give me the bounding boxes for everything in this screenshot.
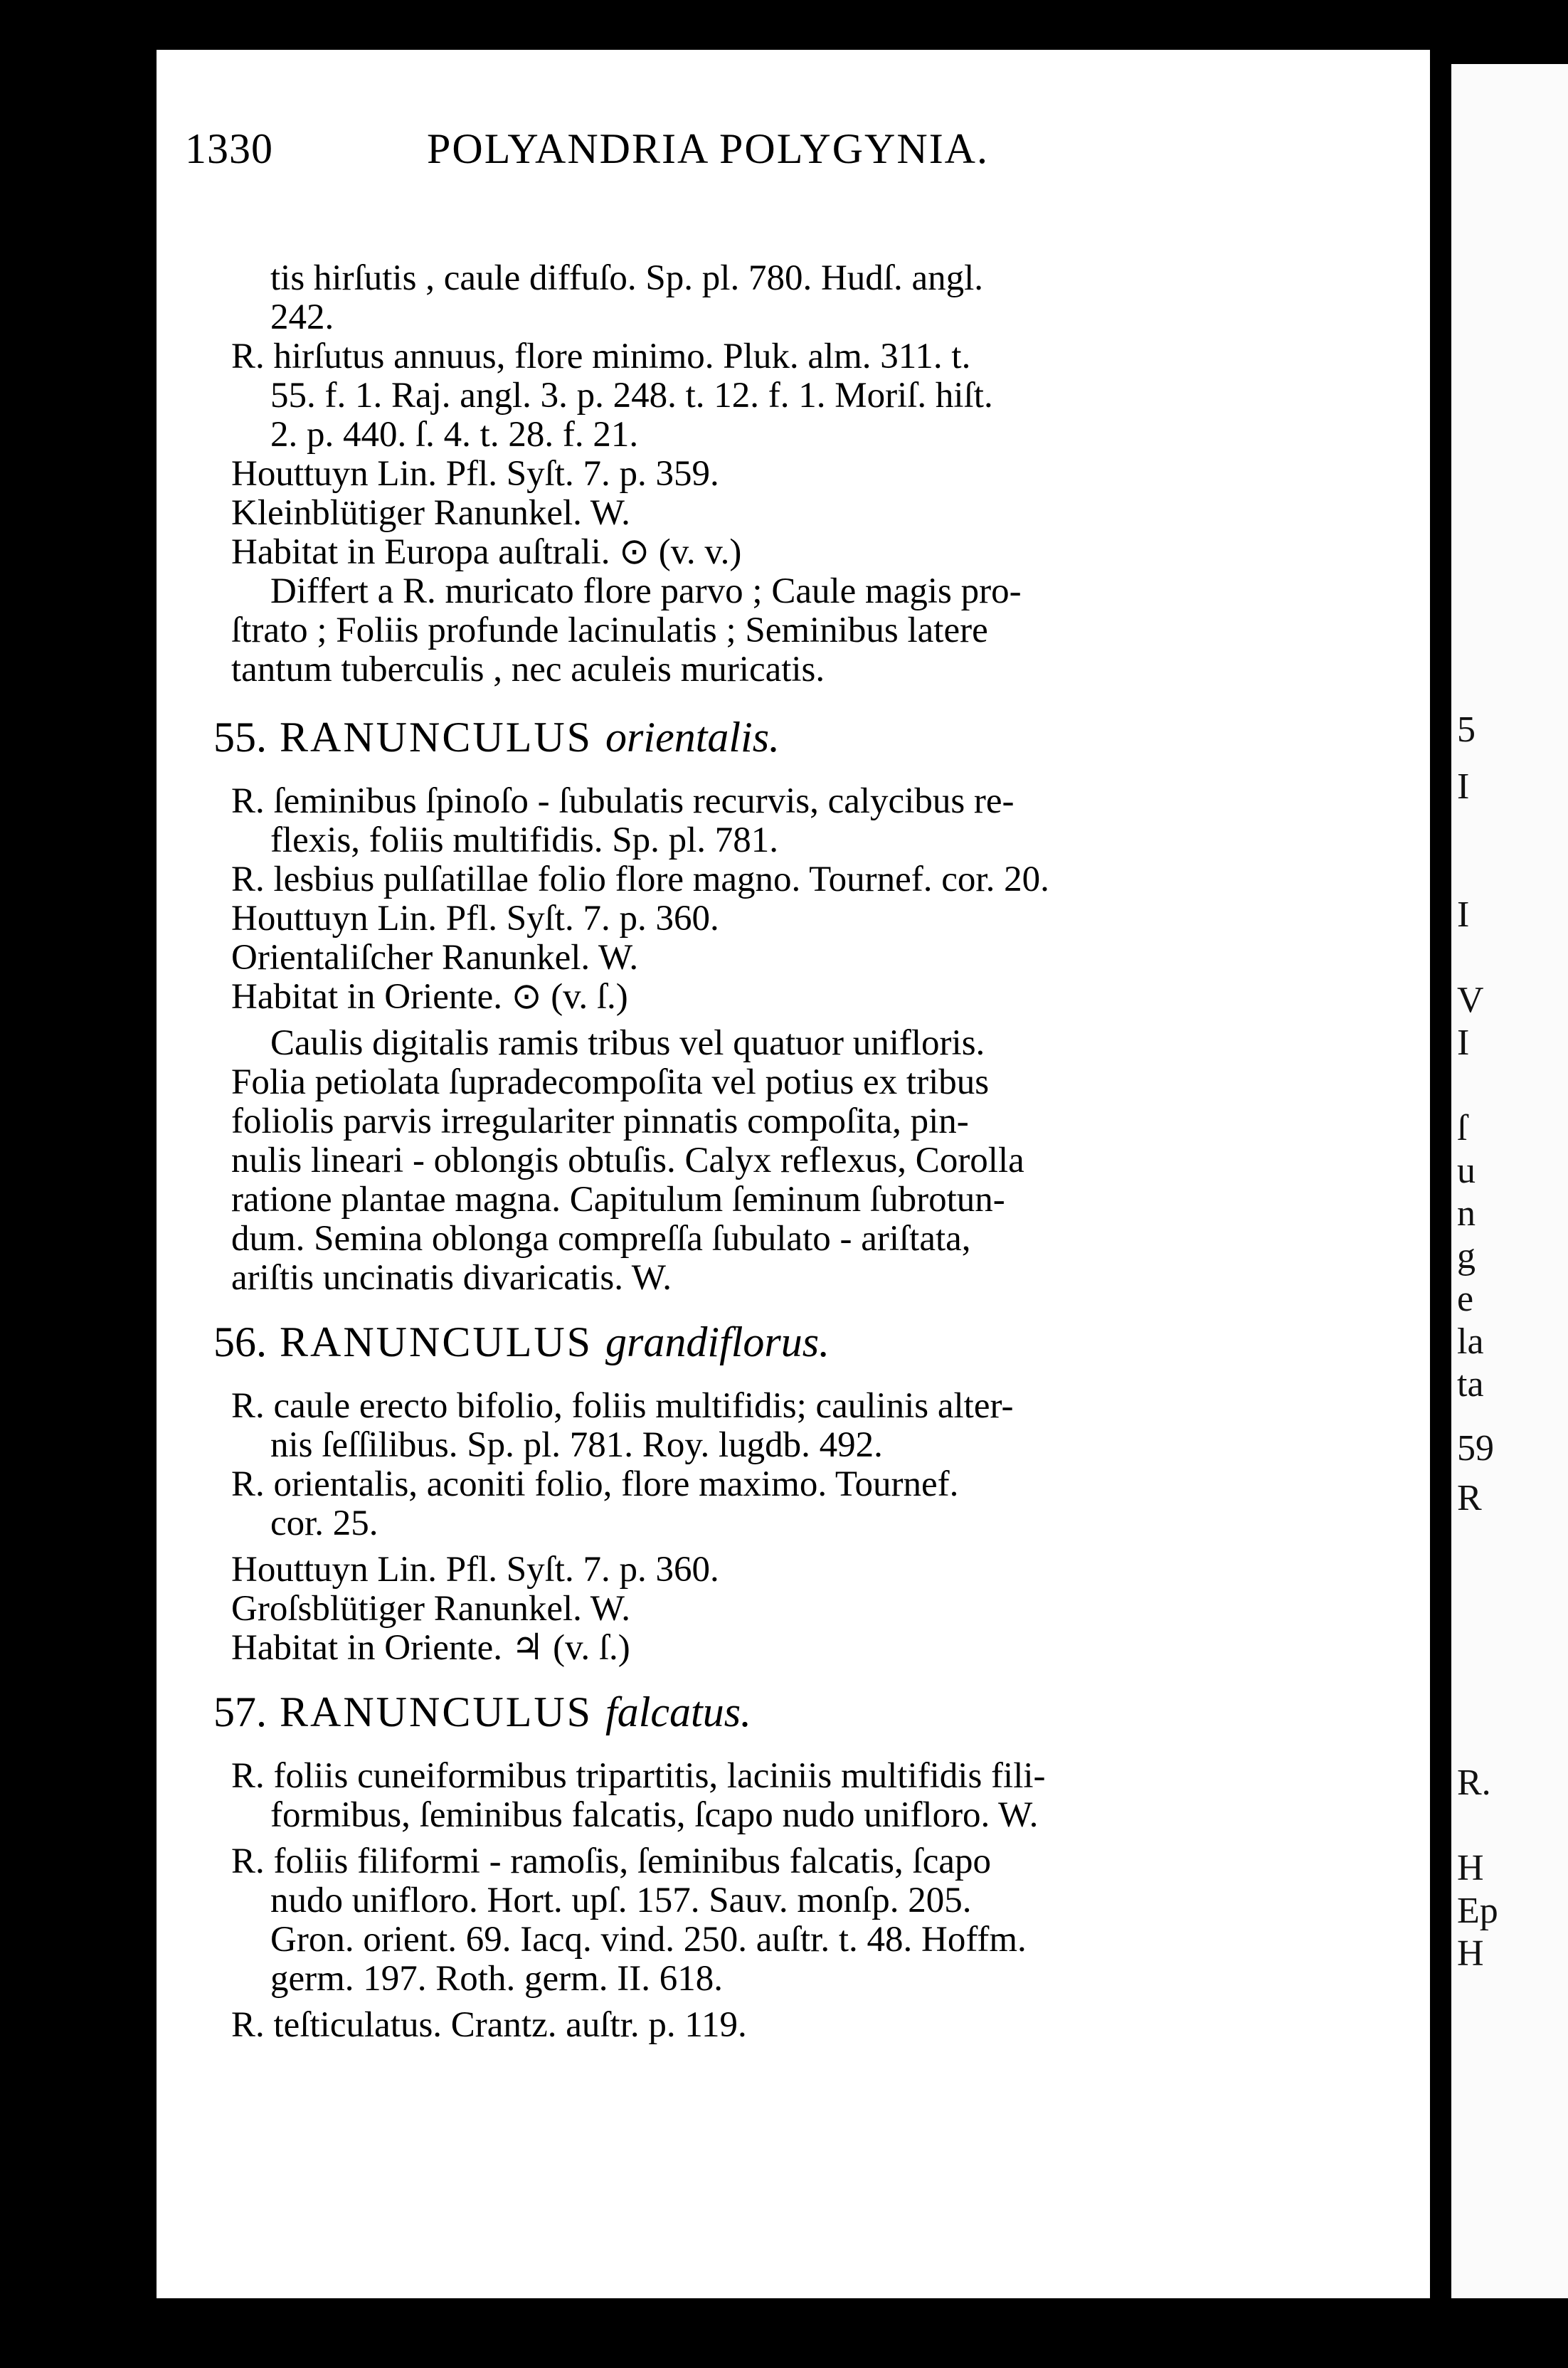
text-line: nis ſeſſilibus. Sp. pl. 781. Roy. lugdb. 492. (270, 1425, 883, 1465)
edge-fragment: n (1457, 1193, 1476, 1234)
edge-fragment: ta (1457, 1364, 1484, 1405)
text-line: dum. Semina oblonga compreſſa ſubulato - ariſtata, (231, 1219, 971, 1259)
edge-fragment: H (1457, 1848, 1484, 1888)
text-line: Habitat in Oriente. ⊙ (v. ſ.) (231, 977, 628, 1017)
edge-fragment: I (1457, 894, 1470, 935)
edge-fragment: R. (1457, 1762, 1491, 1803)
text-line: tis hirſutis , caule diffuſo. Sp. pl. 780. Hudſ. angl. (270, 258, 983, 298)
edge-fragment: ſ (1457, 1108, 1468, 1148)
species-heading (213, 714, 780, 761)
edge-fragment: R (1457, 1478, 1482, 1518)
text-line: R. foliis filiformi - ramoſis, ſeminibus falcatis, ſcapo (231, 1841, 991, 1881)
text-line: Houttuyn Lin. Pfl. Syſt. 7. p. 359. (231, 454, 719, 494)
species-epithet: falcatus. (605, 1688, 752, 1735)
text-line: Caulis digitalis ramis tribus vel quatuor unifloris. (270, 1023, 985, 1063)
species-epithet: grandiflorus. (605, 1318, 830, 1365)
species-heading (213, 1318, 830, 1365)
species-number: 55. (213, 714, 267, 761)
edge-fragment: e (1457, 1279, 1474, 1319)
text-line: Kleinblütiger Ranunkel. W. (231, 493, 630, 533)
text-line: Folia petiolata ſupradecompoſita vel potius ex tribus (231, 1062, 990, 1102)
text-line: R. ſeminibus ſpinoſo - ſubulatis recurvis, calycibus re- (231, 781, 1015, 821)
edge-fragment: V (1457, 980, 1484, 1020)
edge-fragment: I (1457, 1022, 1470, 1063)
edge-fragment: H (1457, 1933, 1484, 1974)
edge-fragment: u (1457, 1151, 1476, 1191)
text-line: nulis lineari - oblongis obtuſis. Calyx reflexus, Corolla (231, 1141, 1024, 1180)
edge-fragment: la (1457, 1321, 1484, 1362)
text-line: nudo unifloro. Hort. upſ. 157. Sauv. monſp. 205. (270, 1881, 972, 1920)
text-line: R. teſticulatus. Crantz. auſtr. p. 119. (231, 2005, 747, 2045)
text-line: 2. p. 440. ſ. 4. t. 28. f. 21. (270, 415, 639, 455)
edge-fragment: g (1457, 1236, 1476, 1276)
text-line: R. foliis cuneiformibus tripartitis, laciniis multifidis fili- (231, 1756, 1046, 1796)
text-line: cor. 25. (270, 1503, 378, 1543)
text-line: Gron. orient. 69. Iacq. vind. 250. auſtr. t. 48. Hoffm. (270, 1920, 1027, 1960)
running-title: POLYANDRIA POLYGYNIA. (427, 125, 990, 172)
species-epithet: orientalis. (605, 714, 780, 761)
text-line: germ. 197. Roth. germ. II. 618. (270, 1959, 723, 1999)
text-line: Groſsblütiger Ranunkel. W. (231, 1589, 630, 1629)
edge-fragment: 5 (1457, 709, 1476, 750)
text-line: 242. (270, 297, 334, 337)
species-number: 56. (213, 1318, 267, 1365)
genus-name: RANUNCULUS (280, 1688, 593, 1735)
text-line: R. orientalis, aconiti folio, flore maximo. Tournef. (231, 1464, 959, 1504)
page-number: 1330 (185, 125, 273, 172)
genus-name: RANUNCULUS (280, 714, 593, 761)
text-line: R. lesbius pulſatillae folio flore magno. Tournef. cor. 20. (231, 860, 1049, 899)
text-line: Differt a R. muricato flore parvo ; Caule magis pro- (270, 571, 1022, 611)
genus-name: RANUNCULUS (280, 1318, 593, 1365)
text-line: 55. f. 1. Raj. angl. 3. p. 248. t. 12. f. 1. Moriſ. hiſt. (270, 376, 993, 416)
text-line: ratione plantae magna. Capitulum ſeminum ſubrotun- (231, 1180, 1005, 1220)
text-line: R. caule erecto bifolio, foliis multifidis; caulinis alter- (231, 1386, 1014, 1426)
text-line: Habitat in Europa auſtrali. ⊙ (v. v.) (231, 532, 742, 572)
text-line: foliolis parvis irregulariter pinnatis compoſita, pin- (231, 1101, 969, 1141)
edge-fragment: Ep (1457, 1891, 1498, 1931)
edge-fragment: I (1457, 766, 1470, 807)
text-line: Houttuyn Lin. Pfl. Syſt. 7. p. 360. (231, 1550, 719, 1590)
text-line: formibus, ſeminibus falcatis, ſcapo nudo unifloro. W. (270, 1795, 1039, 1835)
text-line: R. hirſutus annuus, flore minimo. Pluk. alm. 311. t. (231, 337, 971, 376)
text-line: ariſtis uncinatis divaricatis. W. (231, 1258, 672, 1298)
edge-fragment: 59 (1457, 1428, 1494, 1469)
text-line: ſtrato ; Foliis profunde lacinulatis ; Seminibus latere (231, 610, 988, 650)
text-line: Habitat in Oriente. ♃ (v. ſ.) (231, 1628, 630, 1668)
species-number: 57. (213, 1688, 267, 1735)
species-heading (213, 1688, 752, 1735)
text-line: Houttuyn Lin. Pfl. Syſt. 7. p. 360. (231, 899, 719, 939)
text-line: Orientaliſcher Ranunkel. W. (231, 938, 639, 978)
text-line: tantum tuberculis , nec aculeis muricatis. (231, 650, 825, 689)
text-line: flexis, foliis multifidis. Sp. pl. 781. (270, 820, 779, 860)
